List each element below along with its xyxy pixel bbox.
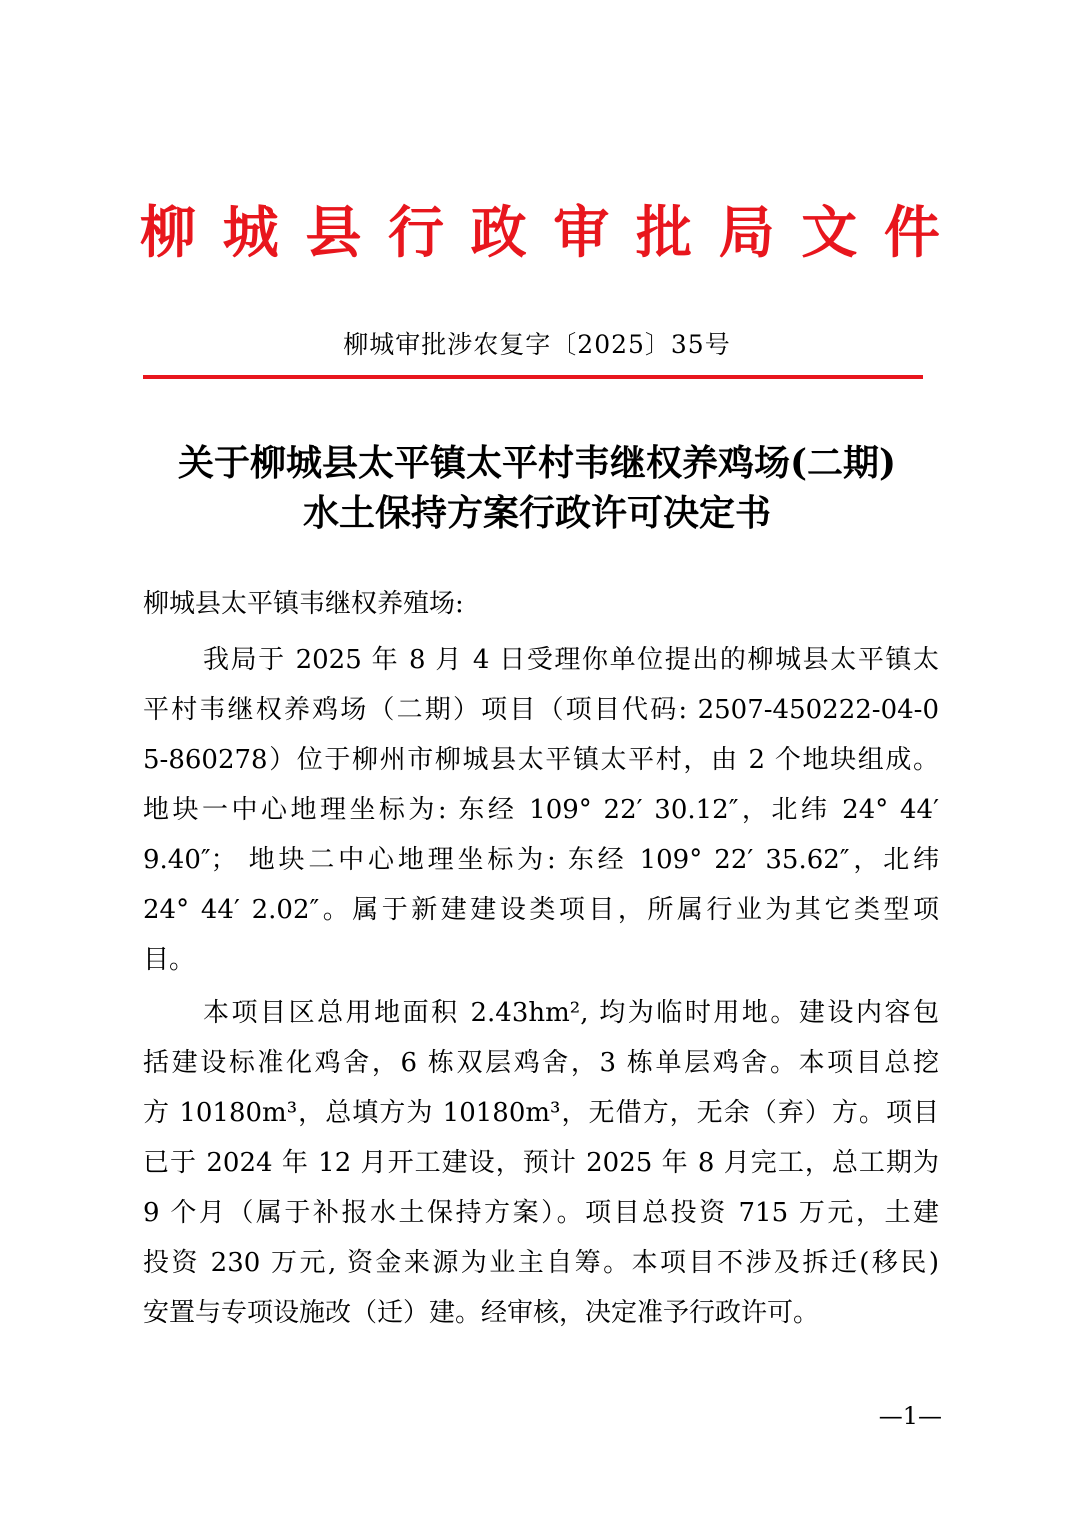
body-line: 已于 2024 年 12 月开工建设，预计 2025 年 8 月完工，总工期为 (143, 1148, 939, 1178)
masthead-char: 局 (718, 200, 775, 266)
salutation: 柳城县太平镇韦继权养殖场: (143, 589, 464, 619)
masthead-char: 行 (387, 200, 444, 266)
masthead-char: 政 (470, 200, 527, 266)
body-line: 5-860278）位于柳州市柳城县太平镇太平村，由 2 个地块组成。 (143, 745, 939, 775)
masthead-char: 城 (222, 200, 279, 266)
body-line: 目。 (143, 945, 196, 975)
masthead-char: 县 (305, 200, 362, 266)
body-line: 平村韦继权养鸡场（二期）项目（项目代码: 2507-450222-04-0 (143, 695, 939, 725)
body-line: 方 10180m³，总填方为 10180m³，无借方，无余（弃）方。项目 (143, 1098, 939, 1128)
body-line: 我局于 2025 年 8 月 4 日受理你单位提出的柳城县太平镇太 (203, 645, 939, 675)
body-line: 24° 44′ 2.02″。属于新建建设类项目，所属行业为其它类型项 (143, 895, 939, 925)
masthead (140, 198, 940, 268)
page-number: —1— (878, 1402, 942, 1430)
masthead-char: 批 (635, 200, 692, 266)
body-line: 本项目区总用地面积 2.43hm², 均为临时用地。建设内容包 (203, 998, 939, 1028)
document-title-line1: 关于柳城县太平镇太平村韦继权养鸡场(二期) (177, 442, 897, 484)
document-number: 柳城审批涉农复字〔2025〕35号 (343, 330, 731, 359)
document-title-line2: 水土保持方案行政许可决定书 (302, 492, 771, 534)
masthead-char: 审 (553, 200, 610, 266)
body-line: 9 个月（属于补报水土保持方案）。项目总投资 715 万元，土建 (143, 1198, 939, 1228)
body-line: 投资 230 万元, 资金来源为业主自筹。本项目不涉及拆迁(移民) (143, 1248, 939, 1278)
masthead-char: 柳 (140, 200, 196, 266)
body-line: 括建设标准化鸡舍，6 栋双层鸡舍，3 栋单层鸡舍。本项目总挖 (143, 1048, 939, 1078)
body-line: 地块一中心地理坐标为: 东经 109° 22′ 30.12″，北纬 24° 44′ (143, 795, 939, 825)
body-line: 9.40″； 地块二中心地理坐标为: 东经 109° 22′ 35.62″，北纬 (143, 845, 939, 875)
masthead-char: 文 (801, 200, 858, 266)
red-divider (143, 375, 923, 379)
body-line: 安置与专项设施改（迁）建。经审核，决定准予行政许可。 (143, 1298, 820, 1328)
masthead-char: 件 (883, 200, 940, 266)
